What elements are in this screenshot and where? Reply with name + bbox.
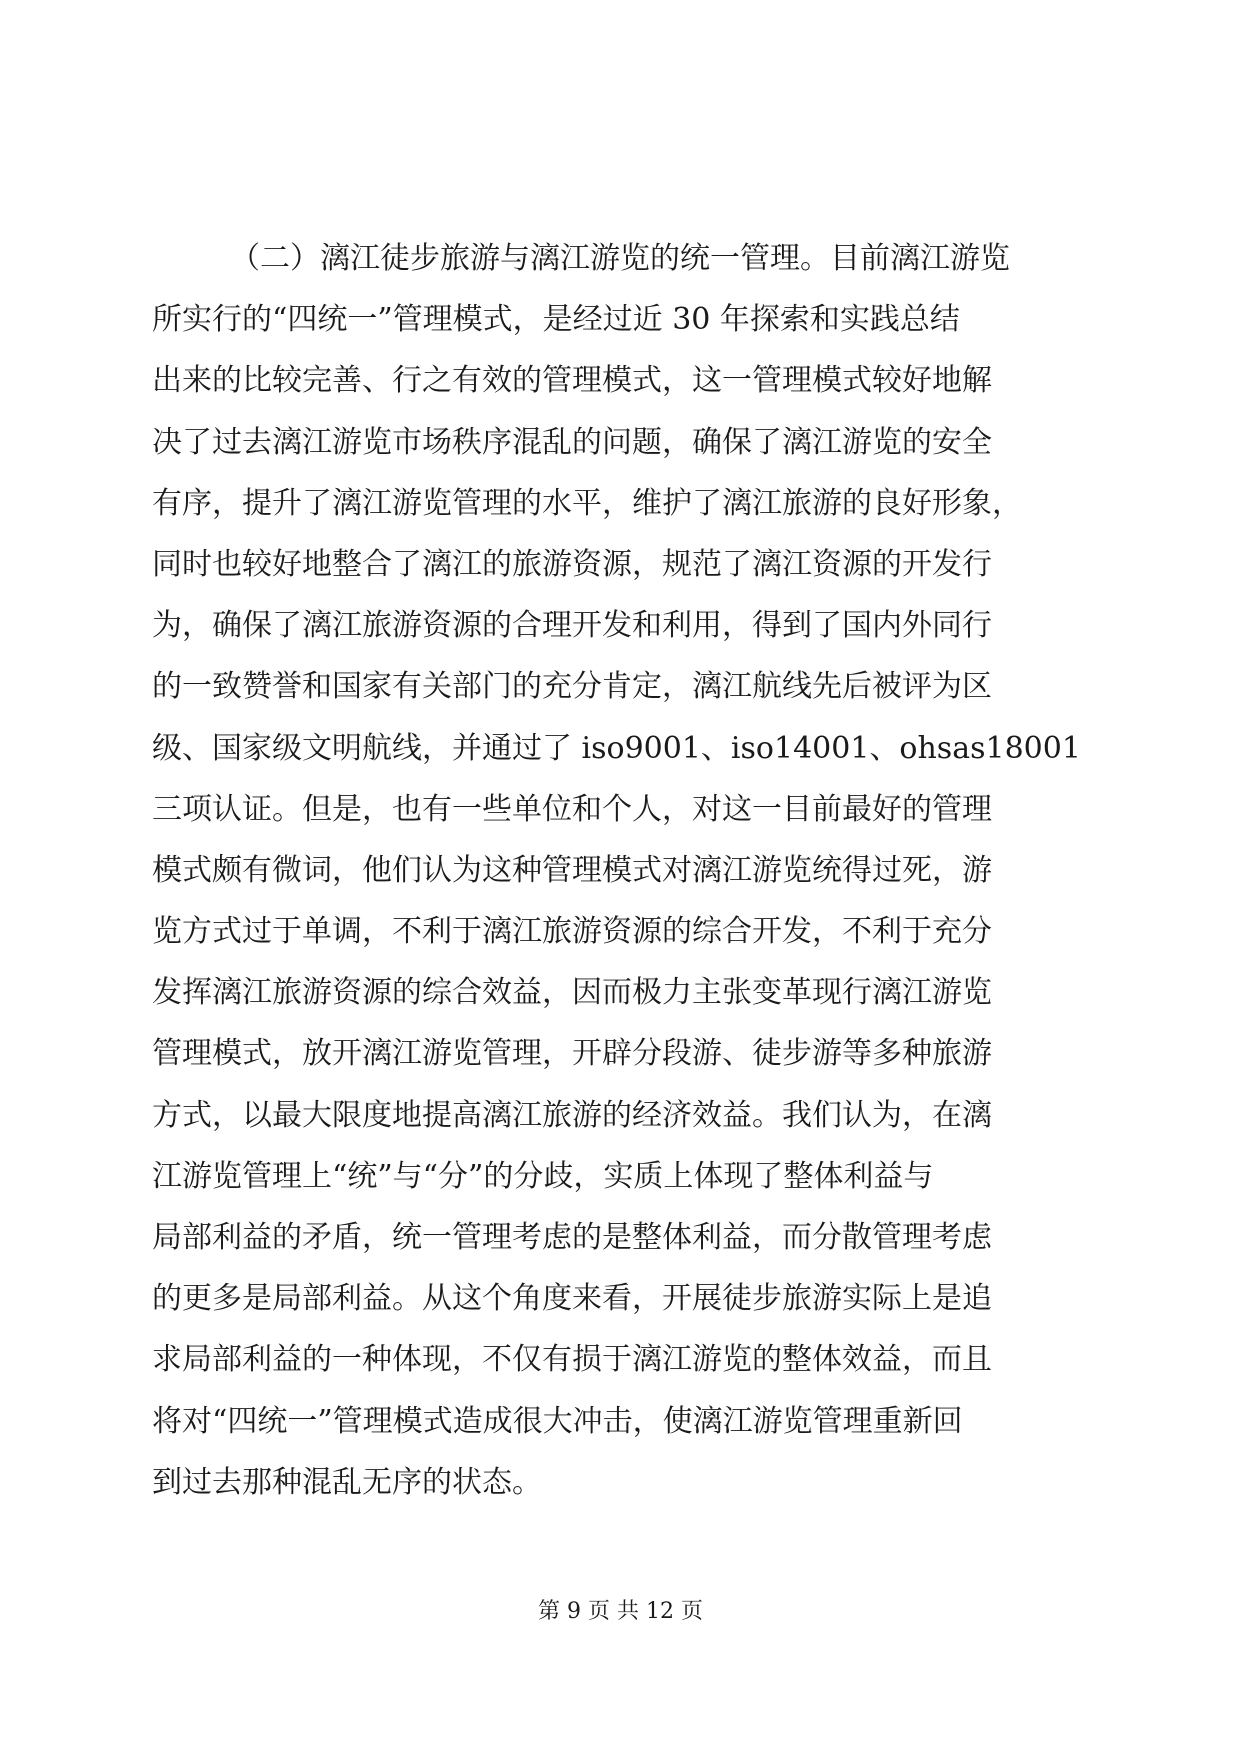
paragraph-line: 同时也较好地整合了漓江的旅游资源，规范了漓江资源的开发行 [152,546,992,582]
paragraph-line: 局部利益的矛盾，统一管理考虑的是整体利益，而分散管理考虑 [152,1220,992,1255]
paragraph-line: 出来的比较完善、行之有效的管理模式，这一管理模式较好地解 [152,363,992,399]
paragraph-line: 决了过去漓江游览市场秩序混乱的问题，确保了漓江游览的安全 [152,424,992,460]
paragraph-line: 到过去那种混乱无序的状态。 [152,1464,542,1500]
paragraph-line: 的一致赞誉和国家有关部门的充分肯定，漓江航线先后被评为区 [152,669,992,705]
paragraph-line: 求局部利益的一种体现，不仅有损于漓江游览的整体效益，而且 [152,1342,992,1378]
paragraph-line: 模式颇有微词，他们认为这种管理模式对漓江游览统得过死，游 [152,852,992,888]
paragraph-line: （二）漓江徒步旅游与漓江游览的统一管理。目前漓江游览 [230,241,1010,276]
paragraph-line: 发挥漓江旅游资源的综合效益，因而极力主张变革现行漓江游览 [152,975,992,1011]
paragraph-line: 级、国家级文明航线，并通过了 iso9001、iso14001、ohsas18001 [152,730,1081,766]
page-footer: 第 9 页 共 12 页 [538,1599,703,1624]
paragraph-line: 的更多是局部利益。从这个角度来看，开展徒步旅游实际上是追 [152,1281,992,1317]
paragraph-line: 所实行的“四统一”管理模式，是经过近 30 年探索和实践总结 [152,302,960,338]
paragraph-line: 将对“四统一”管理模式造成很大冲击，使漓江游览管理重新回 [152,1403,963,1439]
paragraph-line: 有序，提升了漓江游览管理的水平，维护了漓江旅游的良好形象， [152,485,1022,521]
paragraph-line: 三项认证。但是，也有一些单位和个人，对这一目前最好的管理 [152,791,992,827]
paragraph-line: 管理模式，放开漓江游览管理，开辟分段游、徒步游等多种旅游 [152,1036,992,1072]
paragraph-line: 江游览管理上“统”与“分”的分歧，实质上体现了整体利益与 [152,1158,934,1194]
paragraph-line: 为，确保了漓江旅游资源的合理开发和利用，得到了国内外同行 [152,608,992,644]
paragraph-line: 览方式过于单调，不利于漓江旅游资源的综合开发，不利于充分 [152,914,992,950]
body-paragraph [152,228,1092,1513]
paragraph-line: 方式，以最大限度地提高漓江旅游的经济效益。我们认为，在漓 [152,1097,992,1133]
